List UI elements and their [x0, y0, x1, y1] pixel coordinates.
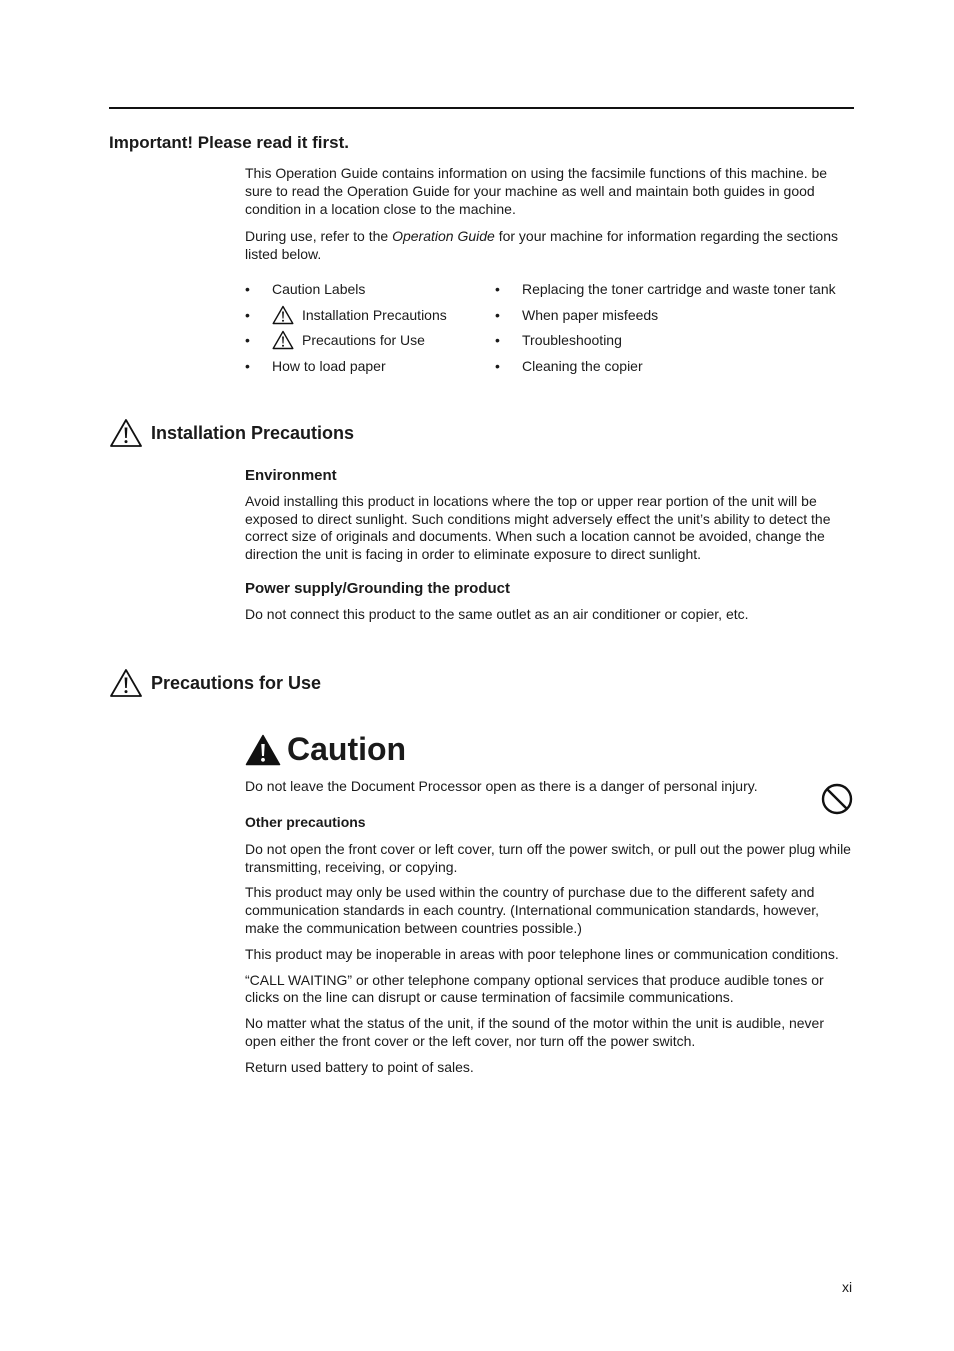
installation-section: [245, 467, 857, 624]
precaution-paragraph: “CALL WAITING” or other telephone company optional services that produce audible tones or clicks on the line can disrupt or cause termination of facsimile communications.: [245, 971, 824, 1006]
page-number: xi: [842, 1279, 853, 1295]
precaution-paragraph: Do not open the front cover or left cover, turn off the power switch, or pull out the power plug while transmitting, receiving, or copying.: [245, 840, 851, 875]
list-item: • Precautions for Use: [245, 332, 425, 349]
warning-icon: [109, 668, 143, 698]
other-precautions-section: [245, 814, 857, 1077]
top-rule: [109, 107, 854, 109]
power-heading: Power supply/Grounding the product: [245, 579, 510, 597]
list-item: • When paper misfeeds: [495, 306, 659, 323]
precautions-heading: Precautions for Use: [109, 668, 321, 698]
precaution-paragraph: No matter what the status of the unit, if the sound of the motor within the unit is audible, never open either the front cover or the left cover, nor turn off the power switch.: [245, 1015, 824, 1049]
list-item: • How to load paper: [245, 357, 386, 374]
caution-icon: [245, 734, 281, 766]
bullet-list-left: [245, 276, 447, 379]
list-item: • Installation Precautions: [245, 306, 447, 323]
environment-text: Avoid installing this product in locations where the top or upper rear portion of the unit will be exposed to direct sunlight. Such conditions might adversely effect the unit’s ability to detect the correct size of originals and documents. When such a location cannot be avoided, change the direction the unit is facing in order to eliminate exposure to direct sunlight.: [245, 492, 831, 563]
intro-paragraph-2: During use, refer to the Operation Guide for your machine for information regarding the sections listed below.: [245, 228, 838, 263]
precaution-paragraph: This product may be inoperable in areas with poor telephone lines or communication conditions.: [245, 945, 839, 962]
caution-banner: Caution: [245, 731, 406, 768]
list-item: • Cleaning the copier: [495, 357, 643, 374]
installation-heading: Installation Precautions: [109, 418, 354, 448]
caution-text: Do not leave the Document Processor open as there is a danger of personal injury.: [245, 778, 758, 794]
precaution-paragraph: Return used battery to point of sales.: [245, 1058, 474, 1075]
important-heading: Important! Please read it first.: [109, 133, 349, 152]
warning-icon: [109, 418, 143, 448]
other-precautions-heading: Other precautions: [245, 814, 366, 830]
prohibited-icon: [820, 782, 854, 816]
intro-paragraph-1: This Operation Guide contains information on using the facsimile functions of this machine. be sure to read the Operation Guide for your machine as well and maintain both guides in good condition in a location close to the machine.: [245, 165, 828, 217]
power-text: Do not connect this product to the same outlet as an air conditioner or copier, etc.: [245, 605, 749, 622]
warning-icon: [272, 330, 294, 350]
list-item: • Caution Labels: [245, 280, 366, 297]
precaution-paragraph: This product may only be used within the country of purchase due to the different safety and communication standards in each country. (International communication standards, however, make the communication between countries possible.): [245, 884, 820, 936]
bullet-list-right: [495, 276, 836, 379]
intro-section: [245, 165, 857, 264]
list-item: • Troubleshooting: [495, 332, 622, 349]
list-item: • Replacing the toner cartridge and waste toner tank: [495, 280, 836, 297]
environment-heading: Environment: [245, 467, 337, 484]
warning-icon: [272, 305, 294, 325]
